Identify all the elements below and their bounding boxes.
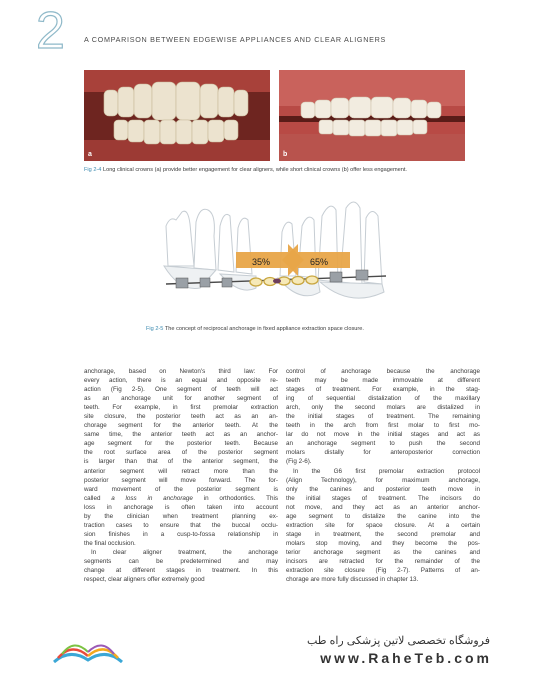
- text-line: molars stop moving, and they become the pos-: [286, 539, 480, 547]
- store-name: فروشگاه تخصصی لاتین پزشکی راه طب: [306, 635, 490, 647]
- text-line: lar do not move in the initial stages and act as: [286, 431, 480, 439]
- text-line: teeth in the arch from first molar to first mo-: [286, 422, 480, 430]
- text-line: is larger than that of the anterior segment, the: [84, 458, 278, 466]
- left-percent: 35%: [252, 257, 271, 267]
- text-line: stages of treatment. For example, in the stag-: [286, 386, 480, 394]
- text-line: posterior segment will move forward. The for-: [84, 476, 278, 484]
- text-line: respect, clear aligners offer extremely good: [84, 576, 205, 584]
- figure-2-4-caption: [84, 167, 474, 174]
- text-line: traction cases to ensure that the buccal occlu-: [84, 521, 278, 529]
- text-line: as an anchorage unit for another segment of: [84, 395, 278, 403]
- text-line: terior anchorage segment as the canines and: [286, 548, 480, 556]
- text-line: ward movement of the posterior segment is: [84, 485, 278, 493]
- text-line: extraction site closure (Fig 2-7). Patterns of an-: [286, 567, 480, 575]
- text-line: teeth may be made immovable at different: [286, 377, 480, 385]
- chapter-number: 2: [36, 2, 65, 60]
- text-line: the root surface area of the posterior segment: [84, 449, 278, 457]
- caption-text: The concept of reciprocal anchorage in fixed appliance extraction space closure.: [163, 326, 364, 332]
- text-line: anchorage, based on Newton's third law: For: [84, 368, 278, 375]
- text-line: same time, the anterior teeth act as an anchor-: [84, 431, 278, 439]
- text-line: the final occlusion.: [84, 539, 136, 547]
- text-line: loss in anchorage is often taken into account: [84, 503, 278, 511]
- text-line: the initial stages of treatment. The incisors do: [286, 494, 480, 502]
- running-head: A COMPARISON BETWEEN EDGEWISE APPLIANCES AND CLEAR ALIGNERS: [84, 35, 386, 44]
- text-line: site closure, the posterior teeth act as an an-: [84, 413, 278, 421]
- teeth-photo-long-crowns: [84, 70, 270, 161]
- text-line: chorage are more fully discussed in chapter 13.: [286, 576, 419, 584]
- text-line: the initial stages of treatment. The remaining: [286, 413, 480, 421]
- teeth-photo-short-crowns: [279, 70, 465, 161]
- text-line: incisors are retracted for the remainder of the: [286, 557, 480, 565]
- figure-2-5-caption: [146, 326, 406, 333]
- text-line: action (Fig 2-5). One segment of teeth will act: [84, 386, 278, 394]
- panel-label-b: b: [283, 151, 288, 158]
- text-line: In the G6 first premolar extraction protocol: [293, 467, 480, 475]
- text-line: age segment to distalize the canine into the: [286, 512, 480, 520]
- text-line: chorage segment for the anterior teeth. At the: [84, 422, 278, 430]
- panel-label-a: a: [88, 151, 92, 158]
- book-logo: [44, 636, 132, 668]
- text-line: ing of sequential distalization of the maxillary: [286, 395, 480, 403]
- body-left-column: [84, 367, 278, 584]
- text-line: not move, and they act as an anterior anchor-: [286, 503, 480, 511]
- text-line: age segment for the posterior teeth. Because: [84, 440, 278, 448]
- store-url[interactable]: www.RaheTeb.com: [320, 650, 492, 666]
- text-line: molars distally for anteroposterior correction: [286, 449, 480, 457]
- reciprocal-anchorage-illustration: [160, 196, 390, 321]
- open-book-icon: [54, 645, 122, 662]
- text-line: every action, there is an equal and opposite re-: [84, 377, 278, 385]
- text-line: anterior segment will retract more than the: [84, 467, 278, 475]
- clinical-photo-a: [84, 70, 270, 161]
- text-line: teeth. For example, in first premolar extraction: [84, 404, 278, 412]
- caption-text: Long clinical crowns (a) provide better engagement for clear aligners, while short clinical crowns (b) offer less engagement.: [101, 167, 407, 173]
- text-line: segments can be predetermined and may: [84, 557, 278, 565]
- clinical-photo-b: [279, 70, 465, 161]
- text-line: (Align Technology), for maximum anchorage,: [286, 476, 480, 484]
- text-line: called a loss in anchorage in orthodontics. This: [84, 494, 279, 502]
- text-line: by the clinician when treatment planning ex-: [84, 512, 278, 520]
- text-line: stage in treatment, the second premolar and: [286, 530, 480, 538]
- text-line: sion finishes in a cusp-to-fossa relationship in: [84, 530, 278, 538]
- text-line: change at different stages in treatment. In this: [84, 567, 278, 575]
- text-line: only the canines and posterior teeth move in: [286, 485, 480, 493]
- caption-label: Fig 2-4: [84, 167, 102, 173]
- text-line: an anchorage segment to push the second: [286, 440, 480, 448]
- text-line: arch, only the second molars are distalized in: [286, 404, 480, 412]
- right-percent: 65%: [310, 257, 329, 267]
- text-line: In clear aligner treatment, the anchorage: [91, 548, 278, 556]
- text-line: control of anchorage because the anchorage: [286, 368, 480, 375]
- text-line: extraction site for space closure. At a certain: [286, 521, 480, 529]
- text-line: (Fig 2-6).: [286, 458, 312, 466]
- body-right-column: [286, 367, 480, 584]
- caption-label: Fig 2-5: [146, 326, 164, 332]
